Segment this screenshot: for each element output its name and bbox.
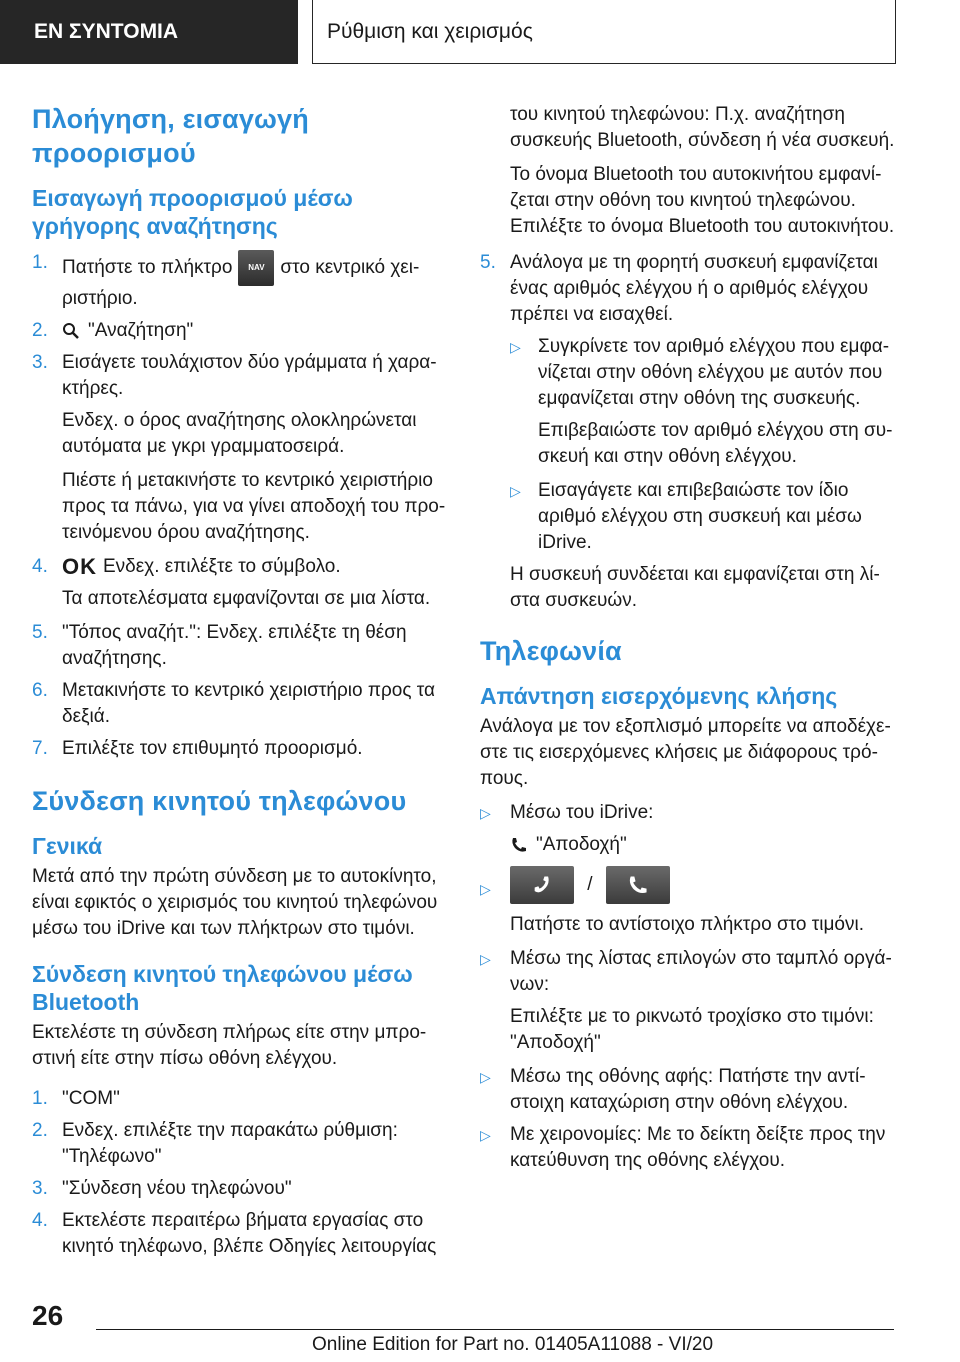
search-icon <box>62 322 80 340</box>
phone-icon <box>510 836 528 854</box>
page-number: 26 <box>32 1300 64 1331</box>
paragraph: Ενδεχ. ο όρος αναζήτησης ολοκληρώνεται αυτόματα με γκρι γραμματοσειρά. <box>62 410 417 457</box>
paragraph: "Αποδοχή" <box>480 832 898 858</box>
bullet-triangle-icon: ▷ <box>510 339 521 355</box>
list-item: 5. "Τόπος αναζήτ.": Ενδεχ. επιλέξτε τη θέση αναζήτησης. <box>32 622 407 669</box>
list-item: 7. Επιλέξτε τον επιθυμητό προορισμό. <box>32 738 363 759</box>
telephony-heading: Τηλεφωνία <box>480 636 622 666</box>
paragraph: Επιλέξτε με το ρικνωτό τροχίσκο στο τιμόνι: "Αποδοχή" <box>510 1006 874 1053</box>
list-item: ▷ Συγκρίνετε τον αριθμό ελέγχου που εμφανίζεται στην οθόνη ελέγχου με αυτόν που εμφανίζεται στην οθόνη της συσκευής. <box>510 336 890 409</box>
paragraph: Πατήστε το αντίστοιχο πλήκτρο στο τιμόνι. <box>510 914 864 935</box>
nav-subheading: Εισαγωγή προορισμού μέσω γρήγορης αναζήτησης <box>32 185 353 239</box>
list-item: 4. OK Ενδεχ. επιλέξτε το σύμβολο. <box>32 554 341 579</box>
nav-button-icon: NAV <box>238 250 274 286</box>
list-item: 1. "COM" <box>32 1088 120 1109</box>
section-tab: ΕΝ ΣΥΝΤΟΜΙΑ <box>0 0 298 64</box>
paragraph: Επιβεβαιώστε τον αριθμό ελέγχου στη συσκευή και στην οθόνη ελέγχου. <box>538 420 893 467</box>
bullet-triangle-icon: ▷ <box>510 483 521 499</box>
list-item: ▷ / <box>480 866 898 904</box>
bullet-triangle-icon: ▷ <box>480 1069 491 1085</box>
list-item: ▷ Μέσω της οθόνης αφής: Πατήστε την αντίστοιχη καταχώριση στην οθόνη ελέγχου. <box>480 1066 866 1113</box>
chapter-title: Ρύθμιση και χειρισμός <box>312 0 896 64</box>
paragraph: του κινητού τηλεφώνου: Π.χ. αναζήτηση συσκευής Bluetooth, σύνδεση ή νέα συσκευή. <box>510 104 895 151</box>
list-item: ▷ Με χειρονομίες: Με το δείκτη δείξτε προς την κατεύθυνση της οθόνης ελέγχου. <box>480 1124 886 1171</box>
paragraph: Πιέστε ή μετακινήστε το κεντρικό χειριστήριο προς τα πάνω, για να γίνει αποδοχή του προτεινόμενου όρου αναζήτησης. <box>62 470 446 543</box>
list-item: 1. Πατήστε το πλήκτρο NAV στο κεντρικό χειριστήριο. <box>32 252 420 309</box>
steering-wheel-phone-button-icon <box>606 866 670 904</box>
paragraph: Το όνομα Bluetooth του αυτοκινήτου εμφανίζεται στην οθόνη του κινητού τηλεφώνου. Επιλέξτε το όνομα Bluetooth του αυτοκινήτου. <box>510 164 895 237</box>
footer-divider <box>96 1329 894 1330</box>
list-item: 3. "Σύνδεση νέου τηλεφώνου" <box>32 1178 292 1199</box>
list-item: 2. Ενδεχ. επιλέξτε την παρακάτω ρύθμιση: "Τηλέφωνο" <box>32 1120 398 1167</box>
steering-wheel-phone-button-icon <box>510 866 574 904</box>
list-item: 6. Μετακινήστε το κεντρικό χειριστήριο προς τα δεξιά. <box>32 680 435 727</box>
paragraph: Μετά από την πρώτη σύνδεση με το αυτοκίνητο, είναι εφικτός ο χειρισμός του κινητού τηλεφώνου μέσω του iDrive και των πλήκτρων στο τιμόνι. <box>32 866 438 939</box>
list-item: 3. Εισάγετε τουλάχιστον δύο γράμματα ή χαρακτήρες. <box>32 352 437 399</box>
list-item: ▷ Μέσω της λίστας επιλογών στο ταμπλό οργάνων: <box>480 948 892 995</box>
bullet-triangle-icon: ▷ <box>480 881 491 897</box>
nav-heading: Πλοήγηση, εισαγωγή προορισμού <box>32 104 309 168</box>
ok-icon: OK <box>62 554 97 579</box>
paragraph: Η συσκευή συνδέεται και εμφανίζεται στη λίστα συσκευών. <box>510 564 880 611</box>
bluetooth-heading: Σύνδεση κινητού τηλεφώνου μέσω Bluetooth <box>32 961 413 1015</box>
list-item: 4. Εκτελέστε περαιτέρω βήματα εργασίας στο κινητό τηλέφωνο, βλέπε Οδηγίες λειτουργίας <box>32 1210 437 1257</box>
answer-call-heading: Απάντηση εισερχόμενης κλήσης <box>480 683 838 709</box>
phone-heading: Σύνδεση κινητού τηλεφώνου <box>32 786 407 816</box>
list-item: 5. Ανάλογα με τη φορητή συσκευή εμφανίζεται ένας αριθμός ελέγχου ή ο αριθμός ελέγχου πρέπει να εισαχθεί. <box>480 252 878 325</box>
paragraph: Εκτελέστε τη σύνδεση πλήρως είτε στην μπροστινή είτε στην πίσω οθόνη ελέγχου. <box>32 1022 427 1069</box>
edition-footer: Online Edition for Part no. 01405A11088 - VI/20 <box>312 1334 714 1355</box>
paragraph: Τα αποτελέσματα εμφανίζονται σε μια λίστα. <box>62 588 431 609</box>
right-column <box>480 102 898 1180</box>
left-column <box>32 102 450 1266</box>
bullet-triangle-icon: ▷ <box>480 805 491 821</box>
general-heading: Γενικά <box>32 833 103 859</box>
page-header <box>0 0 960 66</box>
bullet-triangle-icon: ▷ <box>480 1127 491 1143</box>
paragraph: Ανάλογα με τον εξοπλισμό μπορείτε να αποδέχεστε τις εισερχόμενες κλήσεις με διάφορους τρόπους. <box>480 716 891 789</box>
list-item: ▷ Μέσω του iDrive: <box>480 800 898 826</box>
list-item: 2. "Αναζήτηση" <box>32 320 194 341</box>
bullet-triangle-icon: ▷ <box>480 951 491 967</box>
list-item: ▷ Εισαγάγετε και επιβεβαιώστε τον ίδιο αριθμό ελέγχου στη συσκευή και μέσω iDrive. <box>510 480 862 553</box>
